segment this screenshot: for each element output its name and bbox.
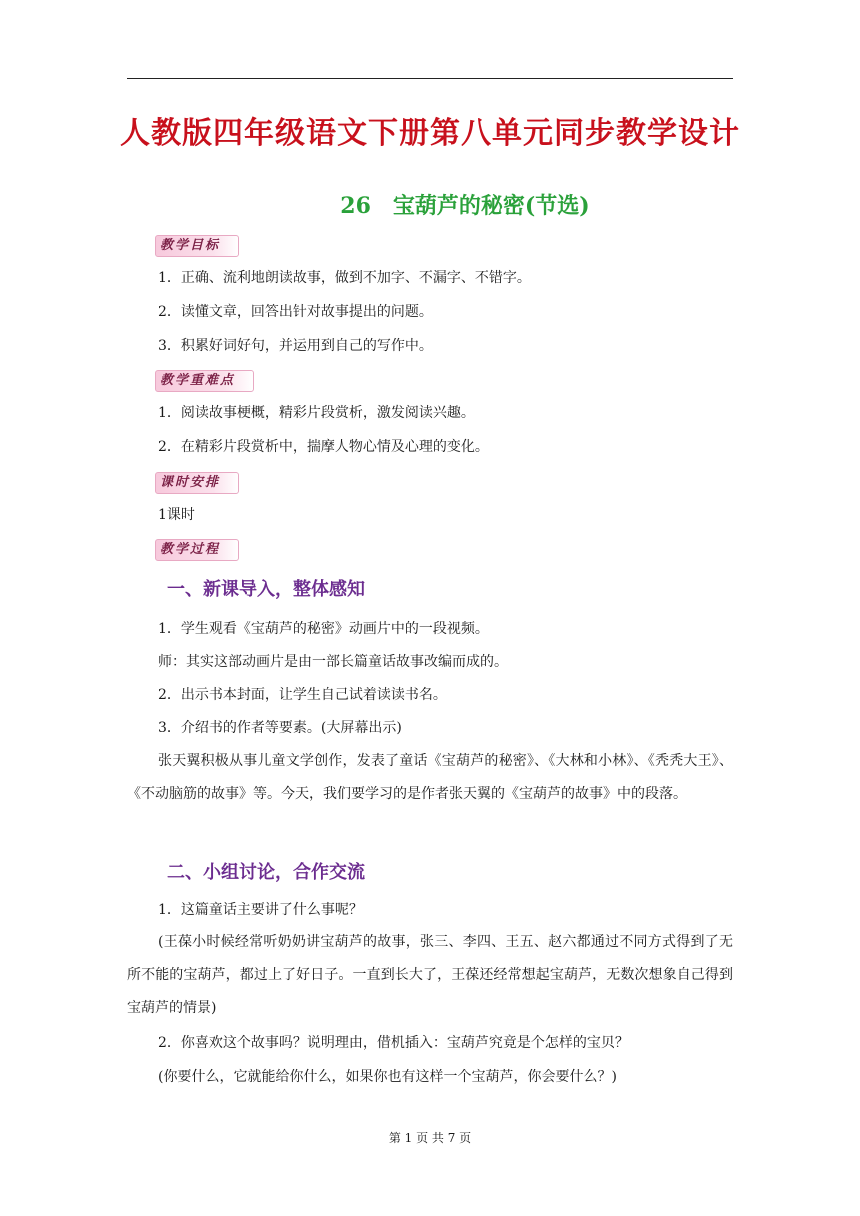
section-heading-1: 一、新课导入，整体感知 [167,579,365,600]
section-heading-2: 二、小组讨论，合作交流 [167,862,365,883]
process-line: 1．学生观看《宝葫芦的秘密》动画片中的一段视频。 [158,621,489,637]
goal-item: 3．积累好词好句，并运用到自己的写作中。 [158,338,433,354]
question-line: 1．这篇童话主要讲了什么事呢？ [158,902,363,918]
goals-badge: 教学目标 [155,235,239,257]
key-point-item: 2．在精彩片段赏析中，揣摩人物心情及心理的变化。 [158,439,489,455]
process-line: 师：其实这部动画片是由一部长篇童话故事改编而成的。 [158,654,508,670]
author-paragraph: 张天翼积极从事儿童文学创作，发表了童话《宝葫芦的秘密》、《大林和小林》、《秃秃大王》、《不动脑筋的故事》等。今天，我们要学习的是作者张天翼的《宝葫芦的故事》中的段落。 [127,753,733,802]
process-line: 2．出示书本封面，让学生自己试着读读书名。 [158,687,447,703]
process-badge: 教学过程 [155,539,239,561]
answer-paragraph: (王葆小时候经常听奶奶讲宝葫芦的故事，张三、李四、王五、赵六都通过不同方式得到了无所不能的宝葫芦，都过上了好日子。一直到长大了，王葆还经常想起宝葫芦，无数次想象自己得到宝葫芦的情景) [127,934,733,1016]
lesson-title: 26 宝葫芦的秘密(节选) [340,193,590,219]
schedule-badge: 课时安排 [155,472,239,494]
page-footer: 第 1 页 共 7 页 [388,1131,472,1145]
document-title: 人教版四年级语文下册第八单元同步教学设计 [120,116,740,151]
answer-line: (你要什么，它就能给你什么，如果你也有这样一个宝葫芦，你会要什么？) [158,1069,617,1085]
goal-item: 2．读懂文章，回答出针对故事提出的问题。 [158,304,433,320]
goal-item: 1．正确、流利地朗读故事，做到不加字、不漏字、不错字。 [158,270,531,286]
schedule-text: 1课时 [158,507,195,523]
key-point-item: 1．阅读故事梗概，精彩片段赏析，激发阅读兴趣。 [158,405,475,421]
header-rule [127,78,733,79]
key-points-badge: 教学重难点 [155,370,254,392]
question-line: 2．你喜欢这个故事吗？说明理由，借机插入：宝葫芦究竟是个怎样的宝贝？ [158,1035,629,1051]
process-line: 3．介绍书的作者等要素。(大屏幕出示) [158,720,402,736]
